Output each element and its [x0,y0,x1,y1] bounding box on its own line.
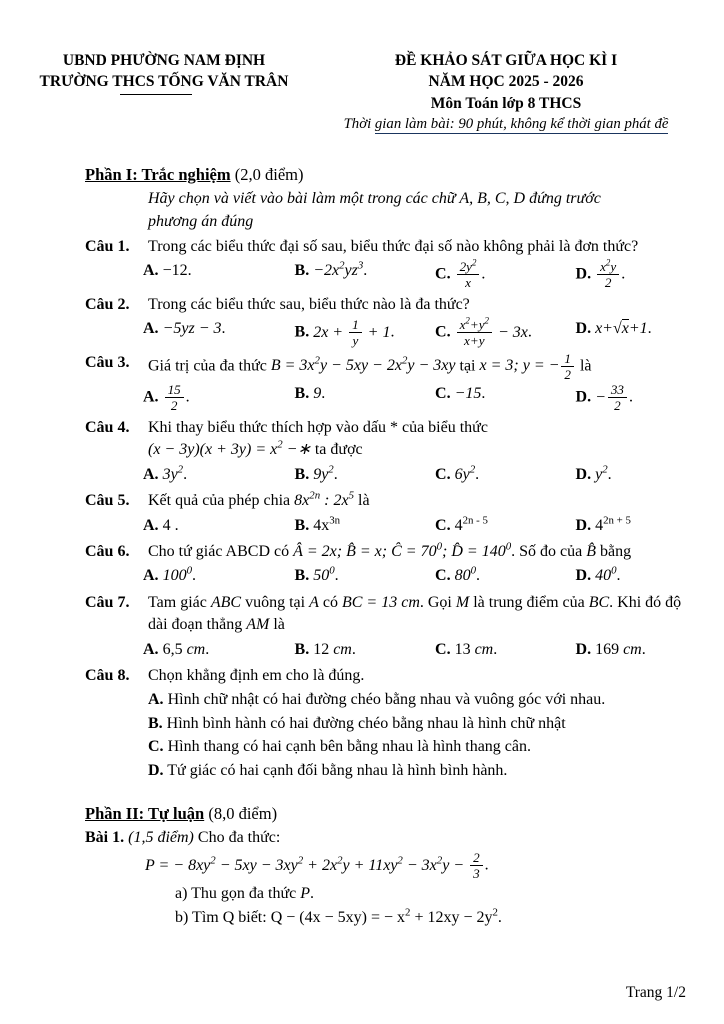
question-3-options [143,383,694,413]
question-8-text: Chọn khẳng định em cho là đúng. [148,666,365,684]
question-4-text: Khi thay biểu thức thích hợp vào dấu * của biểu thức [148,419,488,437]
question-5-head [85,490,694,512]
bai1-item-a: a) Thu gọn đa thức P. [175,884,315,902]
question-2-head [85,294,694,316]
option-d: D. Tứ giác có hai cạnh đối bằng nhau là hình bình hành. [148,761,508,779]
option-b: B. $4x^{3n}$ [294,514,341,534]
question-6-text: Cho tứ giác ABCD có Â = 2x; B̂ = x; Ĉ = $70^0$; D̂ = $140^0$. Số đo của B̂ bằng [148,540,632,560]
question-3 [85,352,694,413]
option-a: A. $\frac{15}{2}$ . [143,382,190,414]
option-b: B. Hình bình hành có hai đường chéo bằng nhau là hình chữ nhật [148,714,566,732]
header [0,50,724,133]
option-c: C. −15. [435,385,486,403]
bai1-head [85,827,694,849]
part2 [85,802,694,930]
option-a: A. Hình chữ nhật có hai đường chéo bằng nhau và vuông góc với nhau. [148,691,606,709]
issuer-block [0,50,300,95]
bai1-points: (1,5 điểm) [128,828,194,846]
exam-title: ĐỀ KHẢO SÁT GIỮA HỌC KÌ I [394,52,618,69]
option-b: B. $-2x^2yz^3$. [294,260,368,280]
school-year: NĂM HỌC 2025 - 2026 [428,73,584,91]
option-d: D. $y^2$. [575,463,612,483]
bai1-label: Bài 1. [85,828,125,846]
issuer-line-1: UBND PHƯỜNG NAM ĐỊNH [62,52,266,69]
option-b: B. 12 cm. [294,640,356,658]
option-c: C. $\frac{2y^2}{x}$ . [435,258,486,291]
question-4 [85,417,694,486]
part1-heading [85,163,694,186]
option-b: B. $9y^2$. [294,463,338,483]
question-2 [85,294,694,348]
question-5-options [143,515,694,537]
question-3-head [85,352,694,382]
time-limit-text: gian làm bài: 90 phút, không kể thời gian phát đề [374,116,669,133]
question-2-text: Trong các biểu thức sau, biểu thức nào là đa thức? [148,295,470,313]
question-8 [85,665,694,782]
question-1 [85,236,694,290]
question-4-equation: $(x - 3y)(x + 3y) = x^2$ −∗ ta được [148,439,363,459]
option-d: D. − $\frac{33}{2}$ . [575,382,633,414]
option-c: C. 13 cm. [435,640,498,658]
question-7 [85,592,694,661]
question-4-head [85,417,694,439]
question-4-options [143,464,694,486]
option-c: C. $80^0$. [435,565,481,585]
bai1-equation: P = − $8xy^2 - 5xy - 3xy^2 + 2x^2y + 11xy^2 - 3x^2y$ − $\frac{2}{3}$ . [145,850,489,882]
question-1-label: Câu 1. [85,238,130,255]
question-8-options [85,689,694,782]
school-name-underline [120,94,192,95]
page-number: Trang 1/2 [625,984,686,1001]
part1-title: Phần I: Trắc nghiệm [85,165,231,185]
option-c: C. $4^{2n - 5}$ [435,514,488,534]
option-c: C. Hình thang có hai cạnh bên bằng nhau là hình thang cân. [148,738,532,756]
time-limit [300,116,712,133]
subject: Môn Toán lớp 8 THCS [430,94,582,112]
option-d: D. 169 cm. [575,640,646,658]
option-b: B. 9. [294,385,326,403]
question-2-label: Câu 2. [85,295,130,313]
option-a: A. 4 . [143,516,179,534]
option-b: B. $50^0$. [294,565,339,585]
time-limit-prefix: Thời [343,116,372,133]
question-7-options [143,639,694,661]
question-5-text: Kết quả của phép chia $8x^{2n}$ : $2x^5$ là [148,489,370,510]
option-d: D. x+√x+1. [575,320,652,338]
question-7-text: Tam giác ABC vuông tại A có BC = 13 cm. Gọi M là trung điểm của BC. Khi đó độ dài đoạn thẳng AM là [148,593,682,634]
question-1-options [143,260,694,290]
option-d: D. $\frac{x^2y}{2}$ . [575,258,626,291]
question-1-text: Trong các biểu thức đại số sau, biểu thức đại số nào không phải là đơn thức? [148,238,639,255]
part1-points: (2,0 điểm) [234,165,304,185]
option-a: A. −12. [143,262,192,280]
option-c: C. $6y^2$. [435,463,480,483]
option-a: A. $3y^2$. [143,463,188,483]
question-6-label: Câu 6. [85,542,130,560]
part2-points: (8,0 điểm) [208,803,278,823]
question-3-text: Giá trị của đa thức $B = 3x^2y - 5xy - 2x^2y - 3xy$ tại x = 3; y = − $\frac{1}{2}$ là [148,350,592,382]
option-a: A. $100^0$. [143,565,196,585]
question-4-label: Câu 4. [85,419,130,437]
question-5 [85,490,694,537]
question-1-head [85,236,694,258]
question-3-label: Câu 3. [85,353,130,371]
question-2-options [143,315,694,349]
question-7-label: Câu 7. [85,593,130,611]
part2-title: Phần II: Tự luận [85,803,205,823]
exam-title-block [300,50,724,133]
question-6-head [85,541,694,563]
option-a: A. 6,5 cm. [143,640,210,658]
part1-instruction: Hãy chọn và viết vào bài làm một trong các chữ A, B, C, D đứng trước phương án đúng [148,190,601,230]
option-d: D. $4^{2n + 5}$ [575,514,631,534]
part2-heading [85,802,694,825]
option-b: B. 2x + $\frac{1}{y}$ + 1. [294,317,395,349]
question-6 [85,541,694,588]
option-a: A. −5yz − 3. [143,320,226,338]
question-8-label: Câu 8. [85,666,130,684]
question-8-head [85,665,694,687]
bai1-intro: Cho đa thức: [197,828,281,846]
question-6-options [143,565,694,587]
option-d: D. $40^0$. [575,565,621,585]
issuer-line-2: TRƯỜNG THCS TỐNG VĂN TRÂN [39,73,289,91]
bai1-item-b: b) Tìm Q biết: Q − (4x − 5xy) = − $x^2 + 12xy - 2y^2$. [175,907,502,927]
question-7-head [85,592,694,637]
option-c: C. $\frac{x^2+y^2}{x+y}$ − 3x. [435,315,532,349]
question-5-label: Câu 5. [85,492,130,510]
exam-body [0,133,724,930]
